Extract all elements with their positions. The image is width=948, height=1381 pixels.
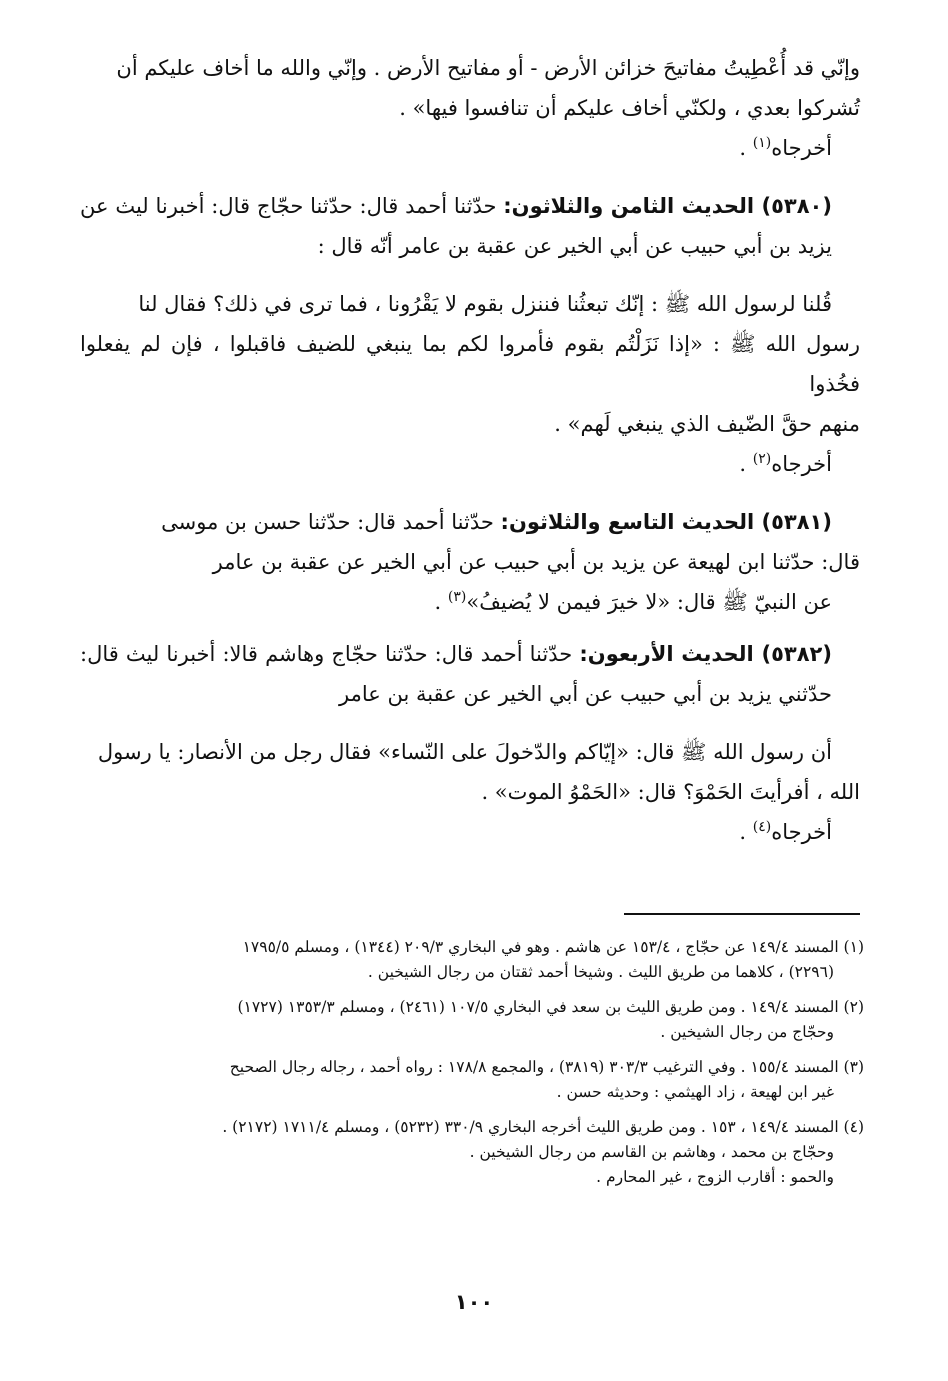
hadith-5380-matn-2: رسول الله ﷺ : «إذا نَزَلْتُم بقوم فأمروا لكم بما ينبغي للضيف فاقبلوا ، فإن لم يفعلوا فخُذوا — [80, 332, 860, 396]
hadith-5382-matn-1: أن رسول الله ﷺ قال: «إيّاكم والدّخولَ على النّساء» فقال رجل من الأنصار: يا رسول — [97, 740, 832, 764]
hadith-5380-isnad-text: حدّثنا أحمد قال: حدّثنا حجّاج قال: أخبرنا ليث عن يزيد بن أبي حبيب عن أبي الخير عن عقبة بن عامر أنّه قال : — [80, 194, 832, 258]
page-number: ١٠٠ — [454, 1290, 494, 1314]
hadith-5381-heading: (٥٣٨١) الحديث التاسع والثلاثون: — [500, 510, 832, 534]
hadith-5380-isnad — [80, 186, 860, 266]
footnote-marker-1[interactable]: (١) — [752, 135, 772, 151]
hadith-5382-reference: أخرجاه$^{(٤)}$ . — [739, 819, 832, 844]
footnote-marker-3[interactable]: (٣) — [447, 589, 467, 605]
hadith-5381-matn: عن النبيّ ﷺ قال: «لا خيرَ فيمن لا يُضيفُ»$^{(٣)}$ . — [434, 589, 832, 614]
footnotes — [88, 935, 864, 1190]
intro-line-1: وإنّي قد أُعْطِيتُ مفاتيحَ خزائن الأرض - أو مفاتيح الأرض . وإنّي والله ما أخاف عليكم أن — [116, 56, 860, 80]
hadith-5380-reference: أخرجاه$^{(٢)}$ . — [739, 451, 832, 476]
hadith-5381-isnad-1: (٥٣٨١) الحديث التاسع والثلاثون: حدّثنا أحمد قال: حدّثنا حسن بن موسى — [161, 510, 832, 534]
main-text — [80, 48, 860, 852]
hadith-5380-heading: (٥٣٨٠) الحديث الثامن والثلاثون: — [503, 194, 832, 218]
hadith-5382-heading: (٥٣٨٢) الحديث الأربعون: — [579, 642, 832, 666]
footnote-marker-4[interactable]: (٤) — [752, 819, 772, 835]
footnote-marker-2[interactable]: (٢) — [752, 451, 772, 467]
reference-text: أخرجاه — [771, 136, 832, 160]
footnote-3: (٣) المسند ١٥٥/٤ . وفي الترغيب ٣٠٣/٣ (٣٨١٩) ، والمجمع ١٧٨/٨ : رواه أحمد ، رجاله رجال الصحيح غير ابن لهيعة ، زاد الهيثمي : وحديثه حسن . — [229, 1058, 864, 1101]
intro-reference: أخرجاه$^{(١)}$ . — [739, 135, 832, 160]
footnote-4: (٤) المسند ١٤٩/٤ ، ١٥٣ . ومن طريق الليث أخرجه البخاري ٣٣٠/٩ (٥٢٣٢) ، ومسلم ١٧١١/٤ (٢١٧٢) . وحجّاج بن محمد ، وهاشم بن القاسم من رجال الشيخين . والحمو : أقارب الزوج ، غير المحارم . — [222, 1118, 864, 1186]
footnote-1: (١) المسند ١٤٩/٤ عن حجّاج ، ١٥٣/٤ عن هاشم . وهو في البخاري ٢٠٩/٣ (١٣٤٤) ، ومسلم ١٧٩٥/٥ (٢٢٩٦) ، كلاهما من طريق الليث . وشيخا أحمد ثقتان من رجال الشيخين . — [242, 938, 864, 981]
hadith-5380-matn-1: قُلنا لرسول الله ﷺ : إنّك تبعثُنا فننزل بقوم لا يَقْرُونا ، فما ترى في ذلك؟ فقال لنا — [138, 292, 832, 316]
footnote-separator — [624, 913, 860, 915]
footnote-2: (٢) المسند ١٤٩/٤ . ومن طريق الليث بن سعد في البخاري ١٠٧/٥ (٢٤٦١) ، ومسلم ١٣٥٣/٣ (١٧٢٧) وحجّاج من رجال الشيخين . — [237, 998, 864, 1041]
hadith-5380-matn-3: منهم حقَّ الضّيف الذي ينبغي لَهم» . — [554, 412, 860, 436]
hadith-5382-matn-2: الله ، أفرأيتَ الحَمْوَ؟ قال: «الحَمْوُ الموت» . — [481, 780, 860, 804]
hadith-5381-isnad-2: قال: حدّثنا ابن لهيعة عن يزيد بن أبي حبيب عن أبي الخير عن عقبة بن عامر — [212, 550, 860, 574]
hadith-5382-isnad: (٥٣٨٢) الحديث الأربعون: حدّثنا أحمد قال: حدّثنا حجّاج وهاشم قالا: أخبرنا ليث قال: حدّثني يزيد بن أبي حبيب عن أبي الخير عن عقبة بن عامر — [80, 642, 832, 706]
intro-line-2: تُشركوا بعدي ، ولكنّي أخاف عليكم أن تنافسوا فيها» . — [399, 96, 860, 120]
